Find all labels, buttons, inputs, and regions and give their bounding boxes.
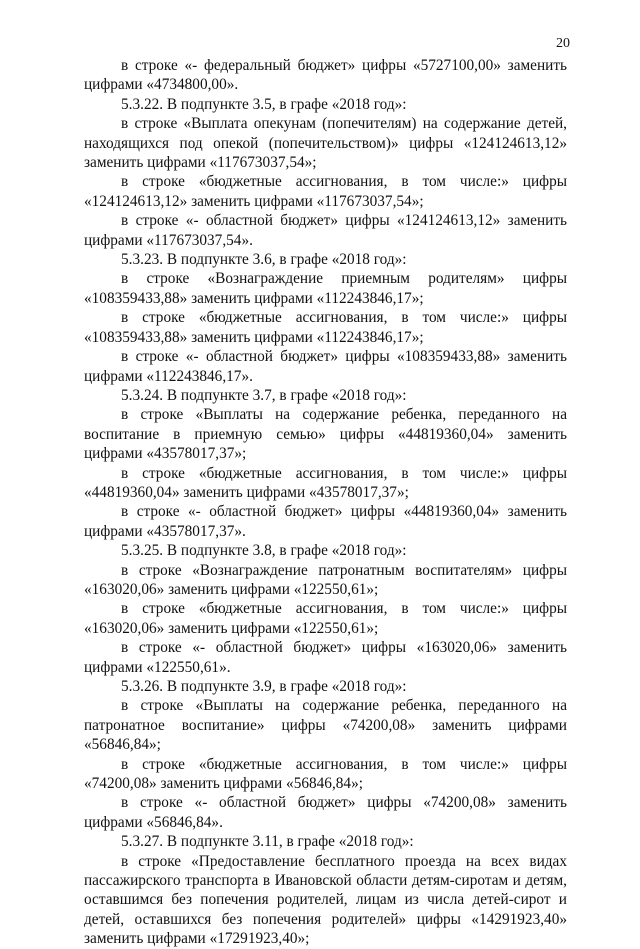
paragraph: в строке «Выплаты на содержание ребенка, переданного на воспитание в приемную семью» цифры «44819360,04» заменить цифрами «43578017,37»; (84, 406, 567, 463)
paragraph: в строке «- областной бюджет» цифры «108359433,88» заменить цифрами «112243846,17». (84, 348, 567, 385)
paragraph: в строке «Выплата опекунам (попечителям) на содержание детей, находящихся под опекой (попечительством)» цифры «124124613,12» заменить цифрами «117673037,54»; (84, 115, 567, 172)
section-heading: 5.3.27. В подпункте 3.11, в графе «2018 год»: (121, 833, 414, 851)
paragraph: в строке «- федеральный бюджет» цифры «5727100,00» заменить цифрами «4734800,00». (84, 57, 567, 94)
section-heading: 5.3.25. В подпункте 3.8, в графе «2018 год»: (121, 542, 407, 560)
paragraph: в строке «- областной бюджет» цифры «124124613,12» заменить цифрами «117673037,54». (84, 212, 567, 249)
paragraph: в строке «бюджетные ассигнования, в том числе:» цифры «108359433,88» заменить цифрами «112243846,17»; (84, 309, 567, 346)
section-heading: 5.3.24. В подпункте 3.7, в графе «2018 год»: (121, 386, 407, 404)
paragraph: в строке «бюджетные ассигнования, в том числе:» цифры «124124613,12» заменить цифрами «117673037,54»; (84, 173, 567, 210)
paragraph: в строке «Вознаграждение патронатным воспитателям» цифры «163020,06» заменить цифрами «122550,61»; (84, 561, 567, 598)
paragraph: в строке «Выплаты на содержание ребенка, переданного на патронатное воспитание» цифры «74200,08» заменить цифрами «56846,84»; (84, 697, 567, 754)
paragraph: в строке «бюджетные ассигнования, в том числе:» цифры «163020,06» заменить цифрами «122550,61»; (84, 600, 567, 637)
paragraph: в строке «бюджетные ассигнования, в том числе:» цифры «74200,08» заменить цифрами «56846,84»; (84, 755, 567, 793)
paragraph: в строке «- областной бюджет» цифры «74200,08» заменить цифрами «56846,84». (84, 794, 567, 831)
paragraph: в строке «бюджетные ассигнования, в том числе:» цифры «44819360,04» заменить цифрами «43578017,37»; (84, 464, 567, 501)
document-body (84, 56, 567, 949)
section-heading: 5.3.23. В подпункте 3.6, в графе «2018 год»: (121, 251, 407, 269)
paragraph: в строке «Предоставление бесплатного проезда на всех видах пассажирского транспорта в Ивановской области детям-сиротам и детям, оставшимся без попечения родителей, лицам из числа детей-сирот и детей, оставшихся без попечения родителей» цифры «14291923,40» заменить цифрами «17291923,40»; (84, 852, 567, 948)
section-heading: 5.3.22. В подпункте 3.5, в графе «2018 год»: (121, 95, 407, 113)
page-number: 20 (556, 36, 570, 51)
paragraph: в строке «- областной бюджет» цифры «163020,06» заменить цифрами «122550,61». (84, 639, 567, 676)
paragraph: в строке «Вознаграждение приемным родителям» цифры «108359433,88» заменить цифрами «112243846,17»; (84, 270, 567, 307)
section-heading: 5.3.26. В подпункте 3.9, в графе «2018 год»: (121, 678, 407, 695)
paragraph: в строке «- областной бюджет» цифры «44819360,04» заменить цифрами «43578017,37». (84, 503, 567, 540)
